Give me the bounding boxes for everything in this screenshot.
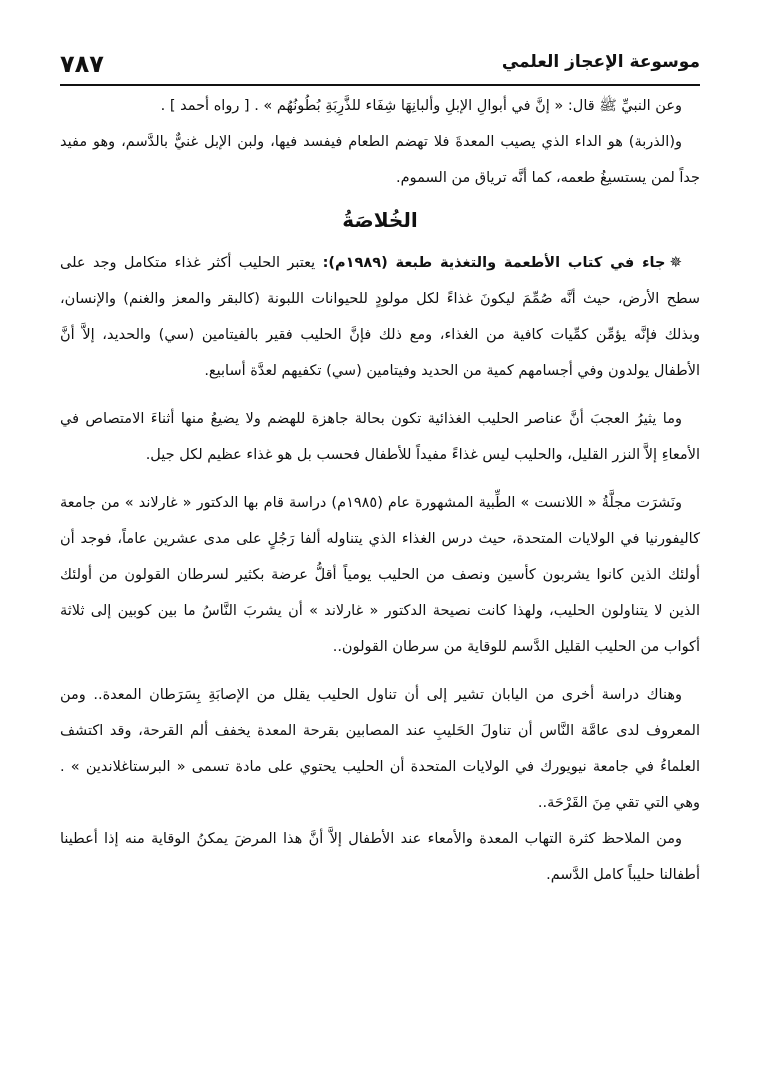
lancet-study-paragraph: ونَشرَت مجلَّةُ « اللانست » الطِّبية المشهورة عام (١٩٨٥م) دراسة قام بها الدكتور « غارلاند » من جامعة كاليفورنيا في الولايات المتحدة، حيث درس الغذاء الذي يتناوله ألفا رَجُلٍ على مدى عشرين عاماً، فوجد أن أولئك الذين كانوا يشربون كأسين ونصف من الحليب يومياً أقلُّ عرضة بكثير لسرطان القولون من أولئك الذين لا يتناولون الحليب، ولهذا كانت نصيحة الدكتور « غارلاند » أن يشربَ النَّاسُ ما بين كوبين إلى ثلاثة أكواب من الحليب القليل الدَّسم للوقاية من سرطان القولون..	[60, 495, 700, 655]
page-number: ٧٨٧	[60, 50, 104, 78]
definition-paragraph: و(الذربة) هو الداء الذي يصيب المعدةَ فلا تهضم الطعام فيفسد فيها، ولبن الإبل غنيٌّ بالدَّسم، وهو مفيد جداً لمن يستسيغُ طعمه، كما أنَّه ترياق من السموم.	[60, 134, 700, 186]
body-text	[60, 88, 700, 893]
hadith-paragraph: وعن النبيِّ ﷺ قال: « إنَّ في أبوالِ الإبلِ وألبانِهَا شِفَاء للذَّرِبَةِ بُطُونُهُم » . [ رواه أحمد ] .	[160, 98, 682, 114]
star-icon: ✵	[669, 253, 683, 271]
summary-paragraph	[60, 244, 700, 389]
section-title: الخُلاصَةُ	[342, 208, 418, 232]
running-title: موسوعة الإعجاز العلمي	[501, 52, 700, 72]
conclusion-paragraph: ومن الملاحظ كثرة التهاب المعدة والأمعاء عند الأطفال إلاَّ أنَّ هذا المرضَ يمكنُ الوقاية منه إذا أعطينا أطفالنا حليباً كامل الدَّسم.	[60, 831, 700, 883]
japan-study-paragraph: وهناك دراسة أخرى من اليابان تشير إلى أن تناول الحليب يقلل من الإصابَةِ بِسَرَطان المعدة.. ومن المعروف لدى عامَّة النَّاس أن تناولَ الحَليبِ عند المصابين بقرحة المعدة يخفف ألم القرحة، وقد اكتشف العلماءُ في جامعة نيويورك في الولايات المتحدة أن الحليب يحتوي على مادة تسمى « البرستاغلاندين » . وهي التي تقي مِنَ القَرْحَة..	[60, 687, 700, 811]
source-citation: جاء في كتاب الأطعمة والتغذية طبعة (١٩٨٩م):	[322, 255, 666, 271]
digestion-paragraph: وما يثيرُ العجبَ أنَّ عناصر الحليب الغذائية تكون بحالة جاهزة للهضم ولا يضيعُ منها أثناءَ الامتصاص في الأمعاءِ إلاَّ النزر القليل، والحليب ليس غذاءً مفيداً للأطفال فحسب بل هو غذاء عظيم لكل جيل.	[60, 411, 700, 463]
summary-text: يعتبر الحليب أكثر غذاء متكامل وجد على سطح الأرض، حيث أنَّه صُمِّمَ ليكونَ غذاءً لكل مولودٍ للحيوانات اللبونة (كالبقر والمعز والغنم) والإنسان، وبذلك فإنَّه يؤمِّن كمِّيات كافية من الغذاء، ومع ذلك فإنَّ الحليب فقير بالفيتامين (سي) والحديد، إلاَّ أنَّ الأطفال يولدون وفي أجسامهم كمية من الحديد وفيتامين (سي) تكفيهم لعدَّة أسابيع.	[60, 255, 700, 379]
page-header	[60, 50, 700, 86]
